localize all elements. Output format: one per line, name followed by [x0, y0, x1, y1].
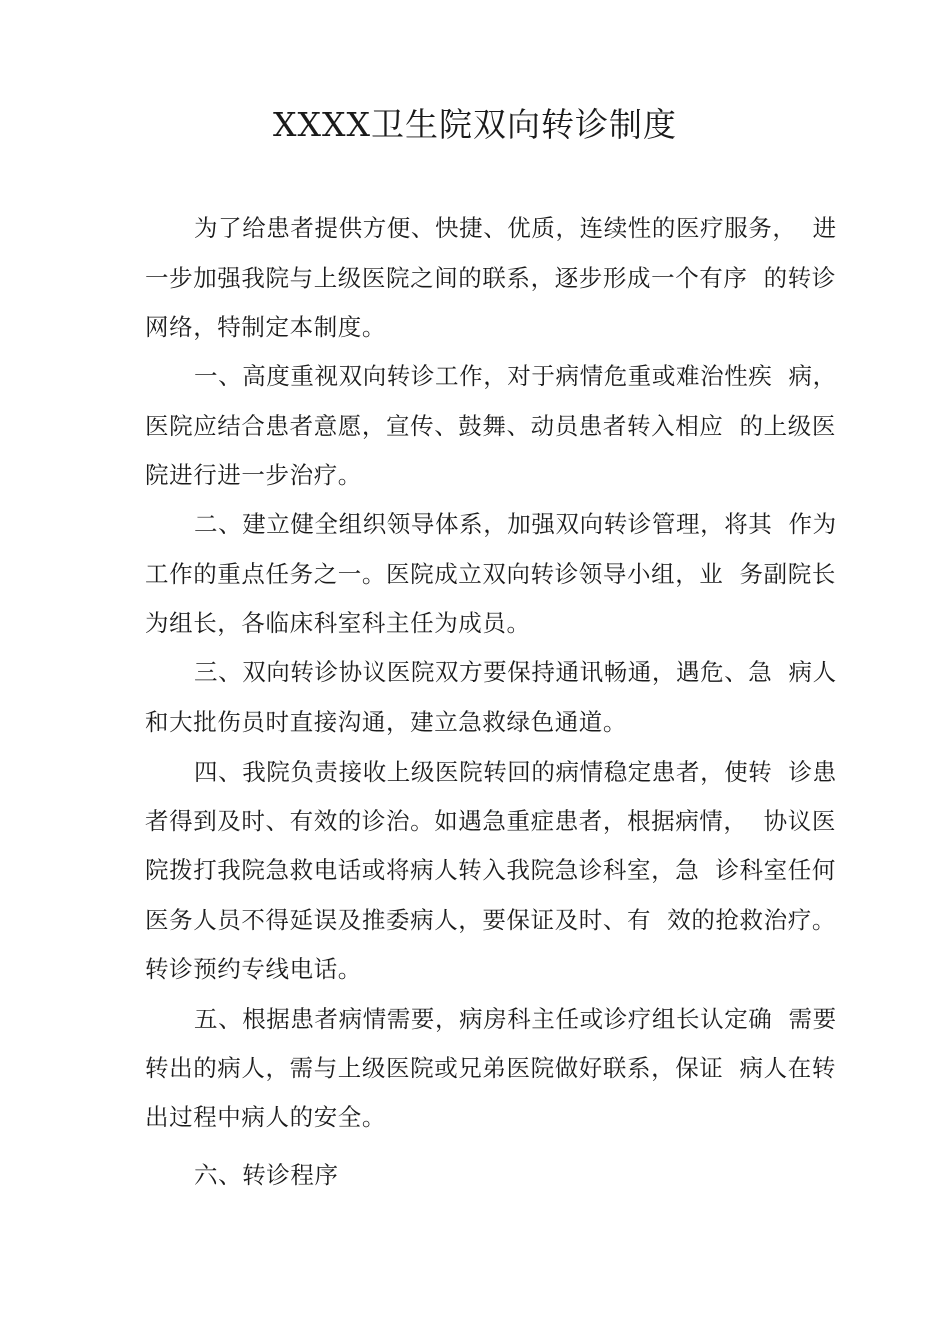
body-line: 院拨打我院急救电话或将病人转入我院急诊科室，急 诊科室任何 — [145, 856, 836, 884]
section-heading: 六、转诊程序 — [194, 1161, 339, 1189]
document-title: XXXX卫生院双向转诊制度 — [273, 105, 677, 144]
body-line: 一步加强我院与上级医院之间的联系，逐步形成一个有序 的转诊 — [145, 264, 836, 292]
body-line: 二、建立健全组织领导体系，加强双向转诊管理，将其 作为 — [194, 510, 837, 538]
body-line: 转诊预约专线电话。 — [145, 955, 362, 983]
body-line: 院进行进一步治疗。 — [145, 461, 362, 489]
body-line: 四、我院负责接收上级医院转回的病情稳定患者，使转 诊患 — [194, 758, 837, 786]
body-line: 网络，特制定本制度。 — [145, 313, 386, 341]
body-line: 五、根据患者病情需要，病房科主任或诊疗组长认定确 需要 — [194, 1005, 837, 1033]
body-line: 和大批伤员时直接沟通，建立急救绿色通道。 — [145, 708, 627, 736]
body-line: 为了给患者提供方便、快捷、优质，连续性的医疗服务， 进 — [194, 214, 837, 242]
body-line: 为组长，各临床科室科主任为成员。 — [145, 609, 531, 637]
body-line: 医院应结合患者意愿，宣传、鼓舞、动员患者转入相应 的上级医 — [145, 412, 836, 440]
body-line: 工作的重点任务之一。医院成立双向转诊领导小组，业 务副院长 — [145, 560, 836, 588]
body-line: 者得到及时、有效的诊治。如遇急重症患者，根据病情， 协议医 — [145, 807, 836, 835]
body-line: 出过程中病人的安全。 — [145, 1103, 386, 1131]
body-line: 医务人员不得延误及推委病人，要保证及时、有 效的抢救治疗。 — [145, 906, 836, 934]
body-line: 一、高度重视双向转诊工作，对于病情危重或难治性疾 病， — [194, 362, 837, 390]
body-line: 转出的病人，需与上级医院或兄弟医院做好联系，保证 病人在转 — [145, 1054, 836, 1082]
body-line: 三、双向转诊协议医院双方要保持通讯畅通，遇危、急 病人 — [194, 658, 837, 686]
